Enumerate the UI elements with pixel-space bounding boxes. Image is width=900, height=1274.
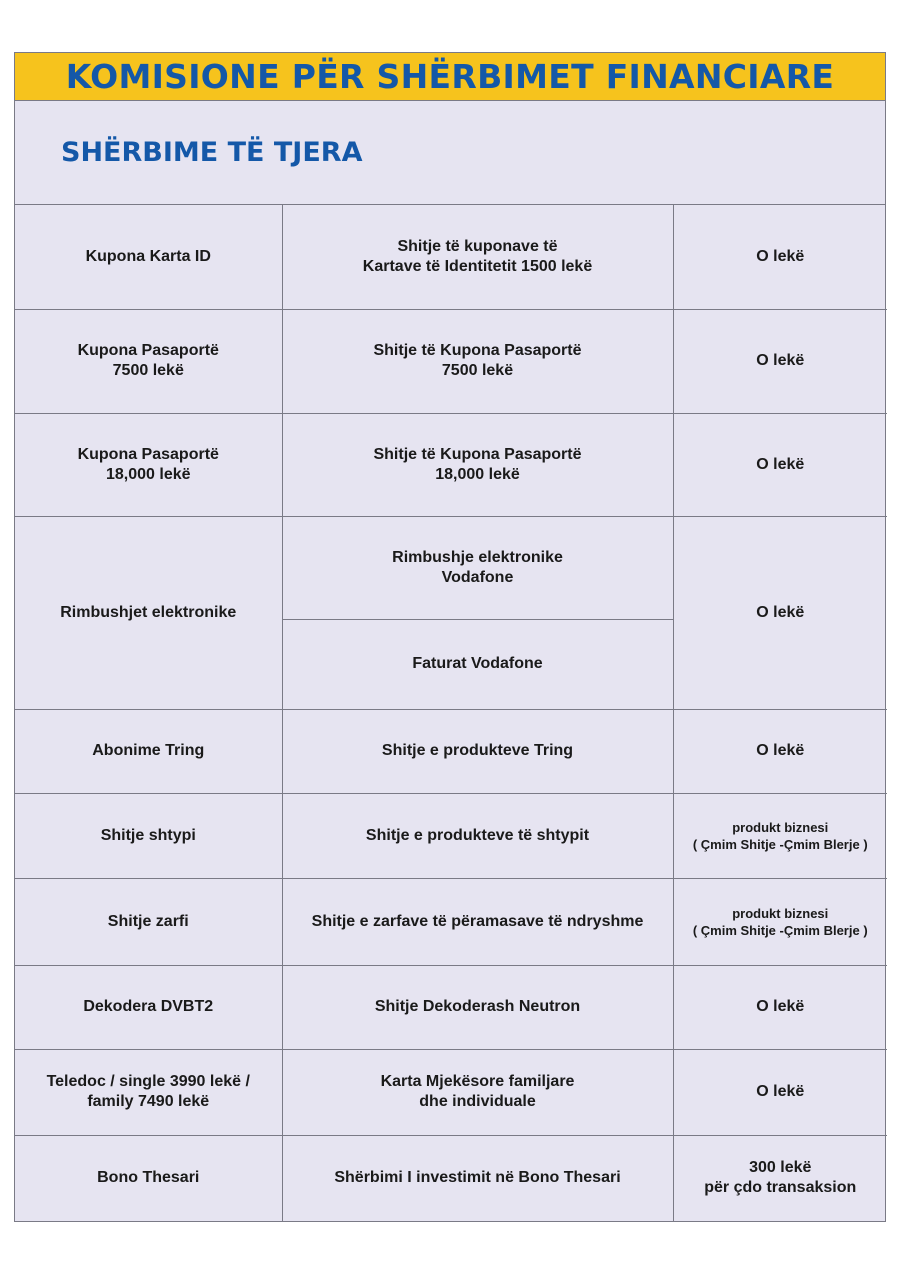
service-fee: O lekë (673, 516, 887, 709)
fee-table (15, 205, 887, 1221)
service-fee: 300 lekë për çdo transaksion (673, 1135, 887, 1221)
service-description: Rimbushje elektronike Vodafone (282, 516, 673, 619)
service-description: Shitje të Kupona Pasaportë 7500 lekë (282, 309, 673, 413)
service-name: Shitje shtypi (15, 793, 282, 878)
service-name: Shitje zarfi (15, 878, 282, 965)
service-name: Abonime Tring (15, 709, 282, 793)
service-name: Kupona Karta ID (15, 205, 282, 309)
service-name: Teledoc / single 3990 lekë / family 7490 lekë (15, 1049, 282, 1135)
service-name: Rimbushjet elektronike (15, 516, 282, 709)
service-fee: O lekë (673, 205, 887, 309)
fee-document (14, 52, 886, 1222)
table-row (15, 965, 887, 1049)
service-fee: produkt biznesi ( Çmim Shitje -Çmim Blerje ) (673, 793, 887, 878)
table-row (15, 309, 887, 413)
service-fee: O lekë (673, 709, 887, 793)
table-row (15, 709, 887, 793)
service-name: Kupona Pasaportë 18,000 lekë (15, 413, 282, 516)
table-row (15, 516, 887, 619)
section-title: SHËRBIME TË TJERA (15, 101, 885, 205)
service-description: Shitje e produkteve të shtypit (282, 793, 673, 878)
service-description: Shërbimi I investimit në Bono Thesari (282, 1135, 673, 1221)
service-fee: O lekë (673, 309, 887, 413)
service-fee: O lekë (673, 413, 887, 516)
service-description: Shitje e produkteve Tring (282, 709, 673, 793)
service-description: Shitje e zarfave të përamasave të ndryshme (282, 878, 673, 965)
service-description: Shitje të Kupona Pasaportë 18,000 lekë (282, 413, 673, 516)
service-fee: produkt biznesi ( Çmim Shitje -Çmim Blerje ) (673, 878, 887, 965)
table-row (15, 413, 887, 516)
table-row (15, 878, 887, 965)
table-row (15, 793, 887, 878)
table-row (15, 1135, 887, 1221)
service-name: Dekodera DVBT2 (15, 965, 282, 1049)
page-title: KOMISIONE PËR SHËRBIMET FINANCIARE (15, 53, 885, 101)
table-row (15, 205, 887, 309)
service-description: Karta Mjekësore familjare dhe individuale (282, 1049, 673, 1135)
service-fee: O lekë (673, 1049, 887, 1135)
service-description: Faturat Vodafone (282, 619, 673, 709)
service-name: Kupona Pasaportë 7500 lekë (15, 309, 282, 413)
service-description: Shitje Dekoderash Neutron (282, 965, 673, 1049)
service-fee: O lekë (673, 965, 887, 1049)
service-description: Shitje të kuponave të Kartave të Identitetit 1500 lekë (282, 205, 673, 309)
table-row (15, 1049, 887, 1135)
service-name: Bono Thesari (15, 1135, 282, 1221)
